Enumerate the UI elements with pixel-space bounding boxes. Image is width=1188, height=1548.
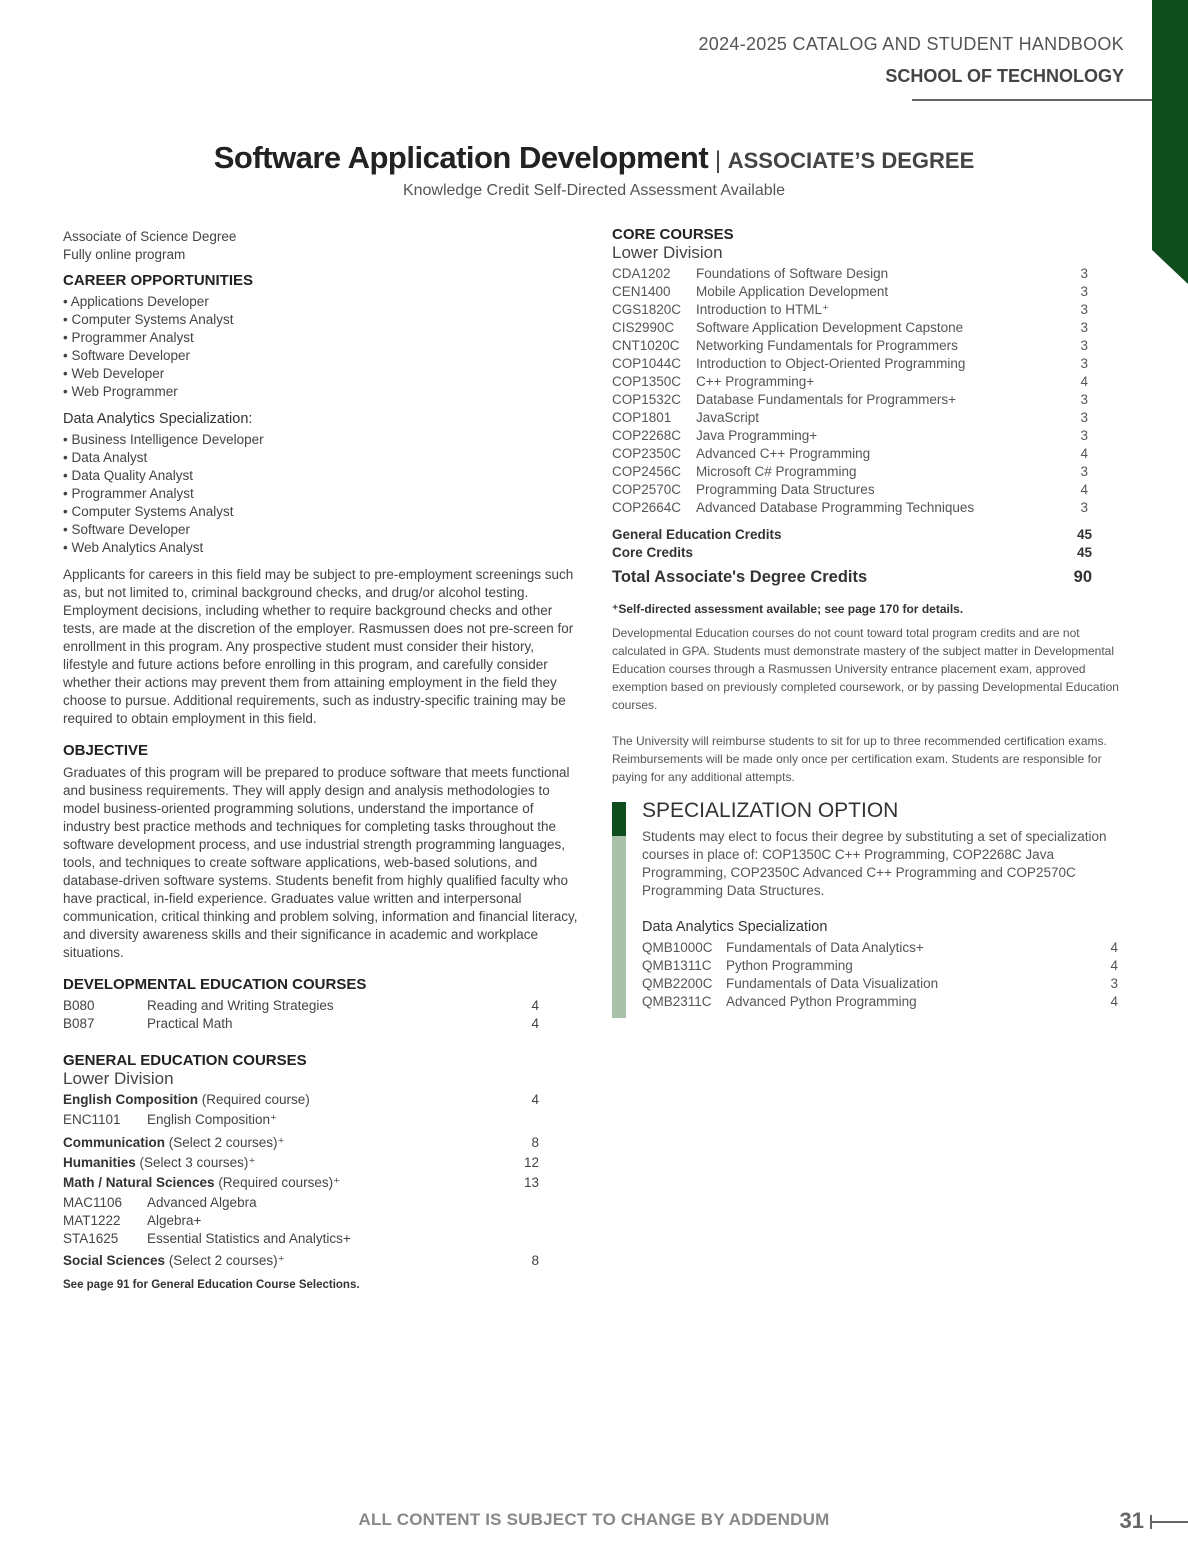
gen-ed-see-page: See page 91 for General Education Course Selections.	[63, 1279, 360, 1291]
math-table	[63, 1194, 539, 1248]
school-name: SCHOOL OF TECHNOLOGY	[885, 66, 1124, 86]
intro-line: Associate of Science Degree	[63, 229, 237, 244]
course-name: Networking Fundamentals for Programmers	[696, 338, 958, 353]
course-code: COP1044C	[612, 356, 682, 371]
course-name: Introduction to Object-Oriented Programming	[696, 356, 966, 371]
course-name: Introduction to HTML⁺	[696, 302, 830, 317]
course-name: Advanced C++ Programming	[696, 446, 871, 461]
specialization-text: Students may elect to focus their degree by substituting a set of specialization courses in place of: COP1350C C++ Programming, COP2268C Java Programming, COP2350C Advanced C++ Programming and COP2570C Programming Data Structures.	[642, 829, 1107, 898]
gen-ed-note: (Select 2 courses)⁺	[165, 1253, 285, 1268]
gen-ed-credits-row	[612, 526, 1092, 544]
career-heading: CAREER OPPORTUNITIES	[63, 272, 254, 289]
course-code: STA1625	[63, 1231, 119, 1246]
page-rule	[1150, 1521, 1188, 1523]
course-name: Advanced Python Programming	[726, 994, 917, 1009]
course-code: MAT1222	[63, 1213, 121, 1228]
course-code: COP2350C	[612, 446, 682, 461]
specialization-table	[642, 939, 1118, 1011]
course-name: Algebra+	[147, 1213, 202, 1228]
gen-ed-social-row	[63, 1252, 539, 1270]
table-row	[612, 337, 1088, 355]
table-row	[612, 391, 1088, 409]
table-row	[612, 427, 1088, 445]
course-name: Software Application Development Capstone	[696, 320, 964, 335]
gen-ed-category: Math / Natural Sciences	[63, 1175, 215, 1190]
course-credits: 3	[1080, 392, 1088, 407]
table-row	[612, 445, 1088, 463]
course-credits: 3	[1080, 338, 1088, 353]
reimbursement-note: The University will reimburse students to sit for up to three recommended certification exams. Reimbursements will be made only once per certification exam. Students are responsible for paying for any additional attempts.	[612, 734, 1107, 784]
course-name: JavaScript	[696, 410, 760, 425]
gen-ed-credits: 13	[523, 1175, 539, 1190]
course-name: Foundations of Software Design	[696, 266, 889, 281]
gen-ed-credits: 8	[531, 1253, 539, 1268]
course-code: COP2456C	[612, 464, 682, 479]
gen-ed-note: (Required courses)⁺	[214, 1175, 341, 1190]
program-name: Software Application Development	[213, 140, 709, 175]
list-item: • Computer Systems Analyst	[63, 311, 578, 329]
course-credits: 3	[1080, 266, 1088, 281]
course-credits: 4	[531, 1016, 539, 1031]
table-row	[63, 1194, 539, 1212]
english-table	[63, 1111, 539, 1129]
list-item: • Web Analytics Analyst	[63, 539, 578, 557]
course-code: COP1350C	[612, 374, 682, 389]
gen-ed-note: (Required course)	[198, 1092, 310, 1107]
table-row	[612, 409, 1088, 427]
course-code: B087	[63, 1016, 95, 1031]
course-name: Python Programming	[726, 958, 853, 973]
totals-label: General Education Credits	[612, 527, 782, 542]
table-row	[642, 957, 1118, 975]
course-code: CNT1020C	[612, 338, 680, 353]
footer-disclaimer: ALL CONTENT IS SUBJECT TO CHANGE BY ADDENDUM	[358, 1510, 830, 1529]
list-item: • Programmer Analyst	[63, 329, 578, 347]
table-row	[612, 499, 1088, 517]
course-code: CEN1400	[612, 284, 671, 299]
table-row	[612, 319, 1088, 337]
list-item: • Data Quality Analyst	[63, 467, 578, 485]
course-code: QMB1311C	[642, 958, 712, 973]
course-name: Mobile Application Development	[696, 284, 889, 299]
course-credits: 4	[1110, 994, 1118, 1009]
course-code: ENC1101	[63, 1112, 121, 1127]
course-code: COP2664C	[612, 500, 682, 515]
course-credits: 4	[1110, 940, 1118, 955]
course-code: CDA1202	[612, 266, 671, 281]
course-name: Fundamentals of Data Visualization	[726, 976, 939, 991]
course-name: Database Fundamentals for Programmers+	[696, 392, 956, 407]
list-item: • Computer Systems Analyst	[63, 503, 578, 521]
course-name: Essential Statistics and Analytics+	[147, 1231, 351, 1246]
course-code: COP1532C	[612, 392, 682, 407]
gen-ed-category: Communication	[63, 1135, 166, 1150]
page-number: 31	[1119, 1508, 1144, 1533]
core-credits-row	[612, 544, 1092, 562]
developmental-note: Developmental Education courses do not count toward total program credits and are not calculated in GPA. Students must demonstrate mastery of the subject matter in Developmental Education courses through a Rasmussen University entrance placement exam, approved exemption based on previously completed coursework, or by passing Developmental Education courses.	[612, 626, 1119, 712]
table-row	[612, 373, 1088, 391]
title-separator: |	[708, 147, 728, 174]
table-row	[612, 265, 1088, 283]
core-courses-table	[612, 265, 1088, 517]
core-lower-division: Lower Division	[612, 243, 723, 262]
course-code: B080	[63, 998, 95, 1013]
gen-ed-category: Social Sciences	[63, 1253, 166, 1268]
specialization-box	[612, 799, 1120, 1018]
gen-ed-category: Humanities	[63, 1155, 136, 1170]
course-credits: 3	[1080, 464, 1088, 479]
course-credits: 3	[1110, 976, 1118, 991]
course-credits: 3	[1080, 428, 1088, 443]
table-row	[63, 1230, 539, 1248]
course-credits: 4	[1080, 482, 1088, 497]
course-credits: 4	[531, 998, 539, 1013]
total-credits-row	[612, 568, 1092, 586]
course-code: COP2570C	[612, 482, 682, 497]
header-divider	[912, 99, 1152, 101]
course-code: QMB2200C	[642, 976, 713, 991]
total-value: 90	[1073, 568, 1092, 586]
totals-label: Core Credits	[612, 545, 694, 560]
course-credits: 3	[1080, 284, 1088, 299]
gen-ed-credits: 8	[531, 1135, 539, 1150]
gen-ed-category: English Composition	[63, 1092, 198, 1107]
self-directed-note: ⁺Self-directed assessment available; see page 170 for details.	[612, 602, 964, 616]
core-heading: CORE COURSES	[612, 226, 734, 243]
table-row	[63, 1212, 539, 1230]
spec-career-list	[63, 431, 578, 557]
right-column	[612, 226, 1119, 786]
degree-type: ASSOCIATE’S DEGREE	[727, 148, 975, 173]
objective-heading: OBJECTIVE	[63, 742, 149, 759]
specialization-heading: SPECIALIZATION OPTION	[642, 799, 899, 822]
totals-value: 45	[1076, 545, 1092, 560]
gen-ed-credits: 12	[523, 1155, 539, 1170]
specialization-accent-bar-light	[612, 836, 626, 1018]
gen-ed-math-row	[63, 1174, 539, 1192]
course-code: COP1801	[612, 410, 672, 425]
table-row	[63, 997, 539, 1015]
list-item: • Applications Developer	[63, 293, 578, 311]
course-name: Fundamentals of Data Analytics+	[726, 940, 924, 955]
page-subtitle: Knowledge Credit Self-Directed Assessment Available	[402, 182, 786, 199]
course-name: Reading and Writing Strategies	[147, 998, 334, 1013]
spec-career-heading: Data Analytics Specialization:	[63, 411, 253, 427]
gen-ed-communication-row	[63, 1134, 539, 1152]
objective-text: Graduates of this program will be prepared to produce software that meets functional and business requirements. They will apply design and analysis methodologies to model business-oriented programming solutions, understand the importance of industry best practice methods and techniques for completing tasks throughout the software development process, and use industrial strength programming languages, tools, and techniques to create software applications, web-based solutions, and database-driven software systems. Students benefit from highly qualified faculty who have practical, in-field experience. Graduates value written and interpersonal communication, critical thinking and problem solving, information and financial literacy, and diversity awareness skills and their significance in academic and workplace situations.	[63, 765, 578, 960]
table-row	[612, 283, 1088, 301]
developmental-table	[63, 997, 539, 1033]
course-credits: 3	[1080, 320, 1088, 335]
course-credits: 4	[1080, 374, 1088, 389]
specialization-accent-bar	[612, 802, 626, 836]
total-label: Total Associate's Degree Credits	[612, 568, 868, 586]
catalog-title: 2024-2025 CATALOG AND STUDENT HANDBOOK	[698, 34, 1124, 54]
course-credits: 3	[1080, 500, 1088, 515]
course-credits: 3	[1080, 302, 1088, 317]
course-name: Advanced Database Programming Techniques	[696, 500, 975, 515]
course-code: CIS2990C	[612, 320, 675, 335]
table-row	[612, 481, 1088, 499]
left-column	[63, 228, 578, 1294]
list-item: • Software Developer	[63, 521, 578, 539]
list-item: • Software Developer	[63, 347, 578, 365]
course-code: QMB1000C	[642, 940, 713, 955]
developmental-heading: DEVELOPMENTAL EDUCATION COURSES	[63, 976, 367, 993]
list-item: • Web Developer	[63, 365, 578, 383]
page-title	[0, 140, 1188, 176]
table-row	[642, 993, 1118, 1011]
course-credits: 4	[1080, 446, 1088, 461]
course-code: QMB2311C	[642, 994, 712, 1009]
course-code: CGS1820C	[612, 302, 682, 317]
course-name: Advanced Algebra	[147, 1195, 257, 1210]
course-code: COP2268C	[612, 428, 682, 443]
table-row	[642, 975, 1118, 993]
course-name: C++ Programming+	[696, 374, 815, 389]
table-row	[612, 463, 1088, 481]
gen-ed-lower-division: Lower Division	[63, 1069, 174, 1088]
course-name: Java Programming+	[696, 428, 818, 443]
gen-ed-humanities-row	[63, 1154, 539, 1172]
gen-ed-note: (Select 3 courses)⁺	[135, 1155, 256, 1170]
course-name: Practical Math	[147, 1016, 233, 1031]
table-row	[612, 301, 1088, 319]
table-row	[642, 939, 1118, 957]
course-credits: 3	[1080, 356, 1088, 371]
gen-ed-heading: GENERAL EDUCATION COURSES	[63, 1052, 307, 1069]
course-name: English Composition⁺	[147, 1112, 278, 1127]
list-item: • Data Analyst	[63, 449, 578, 467]
specialization-content	[642, 799, 1120, 1011]
course-name: Microsoft C# Programming	[696, 464, 857, 479]
totals-value: 45	[1076, 527, 1092, 542]
list-item: • Business Intelligence Developer	[63, 431, 578, 449]
course-name: Programming Data Structures	[696, 482, 875, 497]
course-credits: 3	[1080, 410, 1088, 425]
course-code: MAC1106	[63, 1195, 123, 1210]
gen-ed-english-row	[63, 1091, 539, 1109]
specialization-subheading: Data Analytics Specialization	[642, 919, 828, 935]
career-list	[63, 293, 578, 401]
gen-ed-credits: 4	[531, 1092, 539, 1107]
gen-ed-note: (Select 2 courses)⁺	[165, 1135, 285, 1150]
list-item: • Web Programmer	[63, 383, 578, 401]
table-row	[612, 355, 1088, 373]
list-item: • Programmer Analyst	[63, 485, 578, 503]
table-row	[63, 1111, 539, 1129]
table-row	[63, 1015, 539, 1033]
career-disclaimer: Applicants for careers in this field may be subject to pre-employment screenings such as, but not limited to, criminal background checks, and drug/or alcohol testing. Employment decisions, including whether to require background checks and other tests, are made at the discretion of the employer. Rasmussen does not pre-screen for enrollment in this program. Any prospective student must consider their history, lifestyle and future actions before enrolling in this program, and carefully consider whether their actions may prevent them from attaining employment in the field they choose to pursue. Additional requirements, such as industry-specific training may be required to obtain employment in this field.	[63, 567, 574, 726]
course-credits: 4	[1110, 958, 1118, 973]
intro-line: Fully online program	[63, 247, 186, 262]
